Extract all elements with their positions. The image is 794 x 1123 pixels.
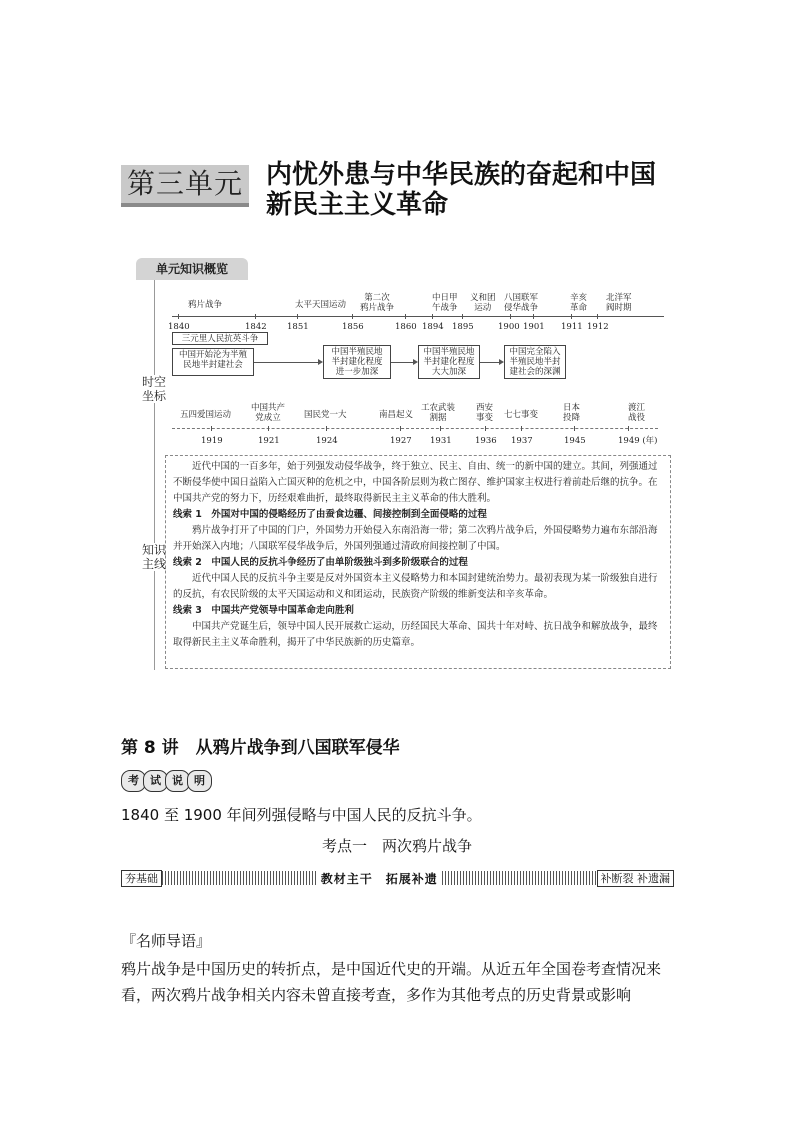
bar-right-tag: 补断裂 补遗漏 [597, 870, 675, 887]
tl1-year: 1895 [452, 322, 474, 332]
tl1-event: 北洋军 阀时期 [606, 293, 632, 313]
tl1-year: 1900 [498, 322, 520, 332]
tl1-tick [533, 314, 534, 319]
tl1-event: 第二次 鸦片战争 [360, 293, 395, 313]
tl1-event: 八国联军 侵华战争 [504, 293, 539, 313]
unit-title-line2: 新民主主义革命 [266, 190, 449, 220]
arrow-head-icon [318, 359, 323, 365]
tl2-year: 1921 [258, 436, 280, 446]
tl2-tick [485, 426, 486, 431]
tl2-year: 1949 (年) [618, 436, 658, 446]
knowledge-intro: 近代中国的一百多年，始于列强发动侵华战争，终于独立、民主、自由、统一的新中国的建立。其间，列强通过不断侵华使中国日益陷入亡国灭种的危机之中，中国各阶层则为救亡图存、维护国家主权进行着前赴后继的抗争。在中国共产党的努力下，历经艰难曲折，最终取得新民主主义革命的伟大胜利。 [173, 461, 658, 504]
guide-text: 鸦片战争是中国历史的转折点，是中国近代史的开端。从近五年全国卷考查情况来看，两次鸦片战争相关内容未曾直接考查，多作为其他考点的历史背景或影响 [121, 960, 662, 1004]
bar-left-tag: 夯基础 [121, 870, 162, 887]
tl2-event: 七七事变 [504, 410, 539, 420]
tl1-year: 1911 [561, 322, 583, 332]
tl2-tick [574, 426, 575, 431]
bar-hatch [442, 871, 597, 885]
tl2-tick [521, 426, 522, 431]
side-label-timeline-line1: 时空 [141, 375, 166, 389]
clue-2-text: 近代中国人民的反抗斗争主要是反对外国资本主义侵略势力和本国封建统治势力。最初表现为某一阶级独自进行的反抗，有农民阶级的太平天国运动和义和团运动，民族资产阶级的维新变法和辛亥革命。 [173, 573, 658, 600]
arrow-head-icon [499, 359, 504, 365]
clue-3-title: 线索 3 中国共产党领导中国革命走向胜利 [173, 605, 354, 616]
tl1-tick [432, 314, 433, 319]
tl1-sanyuanli: 三元里人民抗英斗争 [172, 332, 268, 345]
tl1-tick [352, 314, 353, 319]
overview-tab: 单元知识概览 [136, 258, 248, 280]
point-title: 考点一 两次鸦片战争 [321, 837, 472, 855]
tl2-event: 西安 事变 [476, 403, 494, 423]
clue-1-title: 线索 1 外国对中国的侵略经历了由蚕食边疆、间接控制到全面侵略的过程 [173, 509, 487, 520]
tl2-year: 1937 [511, 436, 533, 446]
tl1-tick [297, 314, 298, 319]
tl2-year: 1936 [475, 436, 497, 446]
exam-badge-char: 说 [165, 770, 190, 792]
tl2-tick [400, 426, 401, 431]
side-label-knowledge-line2: 主线 [141, 557, 166, 571]
tl1-year: 1894 [422, 322, 444, 332]
clue-1-text: 鸦片战争打开了中国的门户，外国势力开始侵入东南沿海一带；第二次鸦片战争后，外国侵略势力遍布东部沿海并开始深入内地；八国联军侵华战争后，外国列强通过清政府间接控制了中国。 [173, 525, 658, 552]
exam-description: 1840 至 1900 年间列强侵略与中国人民的反抗斗争。 [121, 806, 482, 824]
tl2-event: 南昌起义 [379, 410, 414, 420]
tl1-tick [571, 314, 572, 319]
tl2-axis [172, 428, 658, 429]
tl1-stage: 中国半殖民地 半封建化程度 进一步加深 [323, 345, 391, 379]
tl2-event: 渡江 战役 [628, 403, 646, 423]
bar-hatch [162, 871, 317, 885]
tl1-year: 1856 [342, 322, 364, 332]
tl2-tick [268, 426, 269, 431]
tl2-year: 1931 [430, 436, 452, 446]
tl1-stage: 中国开始沦为半殖 民地半封建社会 [172, 348, 254, 376]
tl2-event: 中国共产 党成立 [251, 403, 286, 423]
exam-description-badge [121, 770, 209, 792]
unit-title-line1: 内忧外患与中华民族的奋起和中国 [266, 160, 657, 190]
tl1-year: 1860 [395, 322, 417, 332]
side-label-knowledge-line1: 知识 [141, 543, 166, 557]
tl1-event: 义和团 运动 [470, 293, 496, 313]
tl2-tick [326, 426, 327, 431]
tl1-year: 1901 [523, 322, 545, 332]
unit-badge: 第三单元 [121, 165, 249, 207]
tl2-year: 1919 [201, 436, 223, 446]
section-bar [121, 869, 674, 887]
guide-label: 『名师导语』 [121, 932, 212, 950]
tl1-stage: 中国完全陷入 半殖民地半封 建社会的深渊 [504, 345, 566, 379]
exam-badge-char: 考 [121, 770, 146, 792]
unit-title [266, 160, 686, 220]
tl1-tick [405, 314, 406, 319]
tl2-event: 日本 投降 [563, 403, 581, 423]
overview-left-rule [154, 280, 155, 670]
arrow-head-icon [413, 359, 418, 365]
knowledge-box [165, 455, 671, 669]
tl2-event: 国民党一大 [304, 410, 347, 420]
tl2-event: 工农武装 割据 [421, 403, 456, 423]
clue-2-title: 线索 2 中国人民的反抗斗争经历了由单阶级独斗到多阶级联合的过程 [173, 557, 468, 568]
bar-middle-title: 教材主干 拓展补遗 [317, 870, 442, 887]
tl1-tick [462, 314, 463, 319]
tl1-year: 1840 [168, 322, 190, 332]
side-label-timeline-line2: 坐标 [141, 389, 166, 403]
tl2-tick [628, 426, 629, 431]
tl1-year: 1851 [287, 322, 309, 332]
tl1-tick [597, 314, 598, 319]
lecture-title: 第 8 讲 从鸦片战争到八国联军侵华 [121, 738, 400, 758]
tl1-event: 中日甲 午战争 [432, 293, 458, 313]
tl1-year: 1912 [587, 322, 609, 332]
stage-arrow [254, 362, 321, 363]
tl2-tick [211, 426, 212, 431]
tl2-tick [440, 426, 441, 431]
tl1-tick [255, 314, 256, 319]
tl2-year: 1945 [564, 436, 586, 446]
clue-3-text: 中国共产党诞生后，领导中国人民开展救亡运动，历经国民大革命、国共十年对峙、抗日战争和解放战争，最终取得新民主主义革命胜利，揭开了中华民族新的历史篇章。 [173, 621, 658, 648]
tl2-year: 1924 [316, 436, 338, 446]
tl2-year: 1927 [390, 436, 412, 446]
tl1-event: 鸦片战争 [188, 300, 223, 310]
exam-badge-char: 明 [187, 770, 212, 792]
tl1-event: 辛亥 革命 [570, 293, 588, 313]
side-label-timeline [138, 375, 170, 403]
tl1-year: 1842 [245, 322, 267, 332]
tl1-event: 太平天国运动 [295, 300, 347, 310]
tl1-stage: 中国半殖民地 半封建化程度 大大加深 [418, 345, 480, 379]
exam-badge-char: 试 [143, 770, 168, 792]
tl2-event: 五四爱国运动 [180, 410, 232, 420]
tl1-tick [510, 314, 511, 319]
tl1-axis [172, 316, 664, 317]
tl1-tick [178, 314, 179, 319]
